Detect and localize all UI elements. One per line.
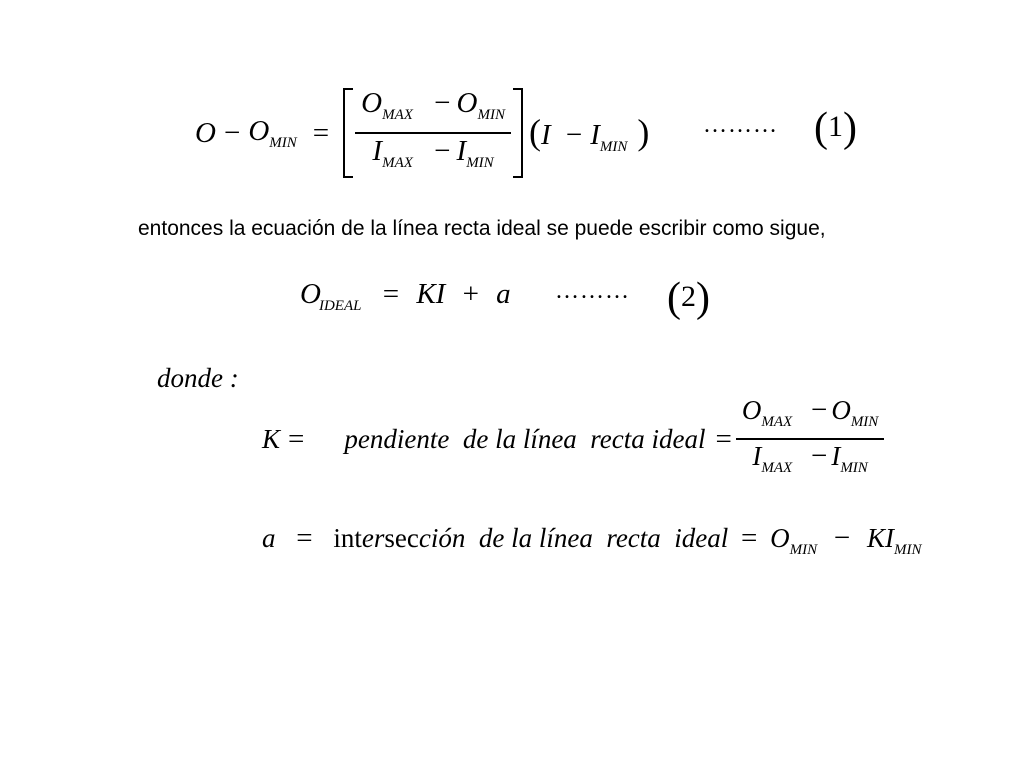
- eqk-fraction: [736, 394, 884, 484]
- equation-1: [195, 88, 649, 178]
- eq1-dots: ………: [703, 112, 778, 138]
- eqk-text: pendiente de la línea recta ideal: [344, 423, 706, 454]
- eq1-minus: −: [223, 116, 241, 149]
- donde-label: donde :: [157, 363, 239, 393]
- eq1-number: (1): [814, 105, 857, 151]
- eqk-denominator: $I_{MAX} - I_{MIN}$: [752, 440, 868, 476]
- explanatory-text: entonces la ecuación de la línea recta ideal se puede escribir como sigue,: [138, 217, 826, 240]
- eq1-fraction: [355, 86, 511, 180]
- equation-k: K = pendiente de la línea recta ideal = $\frac{O_{MAX} - O_{MIN}}{I_{MAX} - I_{MIN}}$: [262, 400, 884, 478]
- eq1-denominator: $I_{MAX} - I_{MIN}$: [372, 135, 494, 171]
- right-bracket-icon: [511, 87, 525, 179]
- eq1-lhs-o: O: [195, 116, 216, 149]
- equation-2: $O_{IDEAL}$ = KI + a: [300, 278, 511, 314]
- equation-a: a = intersección de la línea recta ideal = $O_{MIN} - KI_{MIN}$: [262, 522, 922, 558]
- eq1-equals: =: [312, 116, 330, 149]
- eq2-number: (2): [667, 275, 710, 321]
- eq1-numerator: $O_{MAX} - O_{MIN}$: [361, 87, 505, 123]
- left-bracket-icon: [341, 87, 355, 179]
- eq1-lhs-omin: $O_{MIN}$: [248, 114, 297, 151]
- eq1-paren-group: ($I - I_{MIN}$ ): [528, 111, 650, 155]
- eqk-numerator: $O_{MAX} - O_{MIN}$: [741, 394, 879, 430]
- eq2-dots: ………: [555, 278, 630, 304]
- eqa-text: ción de la línea recta ideal: [418, 523, 729, 553]
